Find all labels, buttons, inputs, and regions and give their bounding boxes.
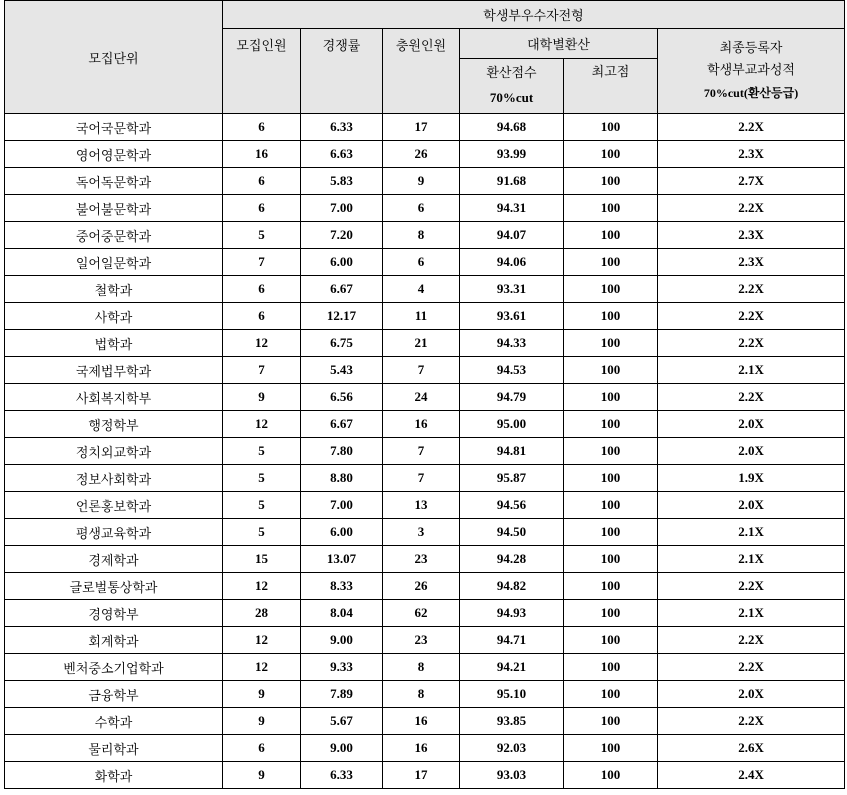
table-row <box>5 546 845 573</box>
dept-cell: 경제학과 <box>5 546 223 573</box>
dept-cell: 영어영문학과 <box>5 141 223 168</box>
waitlist-cell: 8 <box>383 681 460 708</box>
max-cell: 100 <box>564 114 658 141</box>
waitlist-cell: 7 <box>383 465 460 492</box>
grade-cell: 2.0X <box>658 438 845 465</box>
header-waitlist: 충원인원 <box>383 29 460 114</box>
table-row <box>5 222 845 249</box>
quota-cell: 5 <box>223 438 301 465</box>
waitlist-cell: 17 <box>383 114 460 141</box>
max-cell: 100 <box>564 546 658 573</box>
grade-cell: 2.3X <box>658 222 845 249</box>
table-row <box>5 762 845 789</box>
quota-cell: 6 <box>223 303 301 330</box>
dept-cell: 행정학부 <box>5 411 223 438</box>
header-max-score: 최고점 <box>564 59 658 114</box>
ratio-cell: 7.00 <box>301 492 383 519</box>
waitlist-cell: 8 <box>383 654 460 681</box>
score-cell: 94.50 <box>460 519 564 546</box>
quota-cell: 6 <box>223 276 301 303</box>
dept-cell: 회계학과 <box>5 627 223 654</box>
waitlist-cell: 6 <box>383 249 460 276</box>
table-row <box>5 384 845 411</box>
header-final-line1: 최종등록자 <box>719 41 783 56</box>
waitlist-cell: 26 <box>383 141 460 168</box>
max-cell: 100 <box>564 492 658 519</box>
dept-cell: 물리학과 <box>5 735 223 762</box>
table-row <box>5 276 845 303</box>
quota-cell: 7 <box>223 249 301 276</box>
quota-cell: 12 <box>223 654 301 681</box>
quota-cell: 12 <box>223 573 301 600</box>
waitlist-cell: 7 <box>383 357 460 384</box>
score-cell: 92.03 <box>460 735 564 762</box>
grade-cell: 2.2X <box>658 276 845 303</box>
ratio-cell: 5.67 <box>301 708 383 735</box>
waitlist-cell: 16 <box>383 708 460 735</box>
waitlist-cell: 7 <box>383 438 460 465</box>
waitlist-cell: 4 <box>383 276 460 303</box>
table-row <box>5 465 845 492</box>
grade-cell: 2.2X <box>658 114 845 141</box>
max-cell: 100 <box>564 600 658 627</box>
header-final-line3: 70%cut(환산등급) <box>703 86 799 100</box>
dept-cell: 철학과 <box>5 276 223 303</box>
score-cell: 94.33 <box>460 330 564 357</box>
header-cut70: 70%cut <box>489 90 534 105</box>
table-row <box>5 114 845 141</box>
quota-cell: 15 <box>223 546 301 573</box>
ratio-cell: 6.67 <box>301 411 383 438</box>
ratio-cell: 7.80 <box>301 438 383 465</box>
waitlist-cell: 26 <box>383 573 460 600</box>
score-cell: 95.10 <box>460 681 564 708</box>
grade-cell: 2.2X <box>658 627 845 654</box>
dept-cell: 국어국문학과 <box>5 114 223 141</box>
max-cell: 100 <box>564 168 658 195</box>
score-cell: 91.68 <box>460 168 564 195</box>
dept-cell: 사회복지학부 <box>5 384 223 411</box>
quota-cell: 16 <box>223 141 301 168</box>
table-row <box>5 168 845 195</box>
max-cell: 100 <box>564 465 658 492</box>
ratio-cell: 7.20 <box>301 222 383 249</box>
ratio-cell: 8.33 <box>301 573 383 600</box>
dept-cell: 벤처중소기업학과 <box>5 654 223 681</box>
quota-cell: 5 <box>223 222 301 249</box>
table-header <box>5 1 845 114</box>
quota-cell: 5 <box>223 519 301 546</box>
waitlist-cell: 16 <box>383 735 460 762</box>
dept-cell: 독어독문학과 <box>5 168 223 195</box>
header-converted-score-label: 환산점수 <box>486 66 537 81</box>
score-cell: 93.61 <box>460 303 564 330</box>
score-cell: 94.28 <box>460 546 564 573</box>
header-track: 학생부우수자전형 <box>223 1 845 29</box>
max-cell: 100 <box>564 735 658 762</box>
quota-cell: 7 <box>223 357 301 384</box>
ratio-cell: 8.04 <box>301 600 383 627</box>
waitlist-cell: 16 <box>383 411 460 438</box>
score-cell: 94.56 <box>460 492 564 519</box>
ratio-cell: 6.56 <box>301 384 383 411</box>
dept-cell: 금융학부 <box>5 681 223 708</box>
table-row <box>5 357 845 384</box>
quota-cell: 6 <box>223 735 301 762</box>
grade-cell: 2.2X <box>658 708 845 735</box>
grade-cell: 2.0X <box>658 492 845 519</box>
table-row <box>5 249 845 276</box>
waitlist-cell: 6 <box>383 195 460 222</box>
grade-cell: 2.0X <box>658 681 845 708</box>
ratio-cell: 6.33 <box>301 114 383 141</box>
quota-cell: 12 <box>223 411 301 438</box>
grade-cell: 2.2X <box>658 195 845 222</box>
quota-cell: 9 <box>223 681 301 708</box>
dept-cell: 화학과 <box>5 762 223 789</box>
quota-cell: 12 <box>223 330 301 357</box>
max-cell: 100 <box>564 357 658 384</box>
grade-cell: 2.3X <box>658 249 845 276</box>
max-cell: 100 <box>564 519 658 546</box>
ratio-cell: 9.33 <box>301 654 383 681</box>
table-row <box>5 573 845 600</box>
ratio-cell: 9.00 <box>301 627 383 654</box>
table-row <box>5 303 845 330</box>
score-cell: 93.85 <box>460 708 564 735</box>
score-cell: 93.31 <box>460 276 564 303</box>
score-cell: 93.99 <box>460 141 564 168</box>
ratio-cell: 9.00 <box>301 735 383 762</box>
waitlist-cell: 17 <box>383 762 460 789</box>
ratio-cell: 12.17 <box>301 303 383 330</box>
waitlist-cell: 23 <box>383 627 460 654</box>
waitlist-cell: 3 <box>383 519 460 546</box>
header-unit: 모집단위 <box>5 1 223 114</box>
dept-cell: 중어중문학과 <box>5 222 223 249</box>
waitlist-cell: 24 <box>383 384 460 411</box>
dept-cell: 불어불문학과 <box>5 195 223 222</box>
ratio-cell: 5.83 <box>301 168 383 195</box>
admissions-results-table <box>4 0 845 789</box>
waitlist-cell: 11 <box>383 303 460 330</box>
max-cell: 100 <box>564 438 658 465</box>
ratio-cell: 5.43 <box>301 357 383 384</box>
header-competition: 경쟁률 <box>301 29 383 114</box>
max-cell: 100 <box>564 249 658 276</box>
dept-cell: 정보사회학과 <box>5 465 223 492</box>
score-cell: 94.71 <box>460 627 564 654</box>
ratio-cell: 6.63 <box>301 141 383 168</box>
quota-cell: 9 <box>223 384 301 411</box>
quota-cell: 5 <box>223 492 301 519</box>
waitlist-cell: 23 <box>383 546 460 573</box>
grade-cell: 2.2X <box>658 303 845 330</box>
grade-cell: 2.2X <box>658 573 845 600</box>
header-final-grade <box>658 29 845 114</box>
ratio-cell: 6.00 <box>301 519 383 546</box>
ratio-cell: 6.75 <box>301 330 383 357</box>
quota-cell: 9 <box>223 708 301 735</box>
table-body <box>5 114 845 789</box>
quota-cell: 5 <box>223 465 301 492</box>
table-row <box>5 627 845 654</box>
ratio-cell: 7.89 <box>301 681 383 708</box>
grade-cell: 1.9X <box>658 465 845 492</box>
ratio-cell: 6.00 <box>301 249 383 276</box>
table-row <box>5 654 845 681</box>
quota-cell: 9 <box>223 762 301 789</box>
dept-cell: 법학과 <box>5 330 223 357</box>
score-cell: 94.82 <box>460 573 564 600</box>
waitlist-cell: 13 <box>383 492 460 519</box>
score-cell: 95.00 <box>460 411 564 438</box>
grade-cell: 2.0X <box>658 411 845 438</box>
ratio-cell: 8.80 <box>301 465 383 492</box>
score-cell: 94.81 <box>460 438 564 465</box>
ratio-cell: 6.67 <box>301 276 383 303</box>
score-cell: 94.06 <box>460 249 564 276</box>
table-row <box>5 600 845 627</box>
score-cell: 94.79 <box>460 384 564 411</box>
grade-cell: 2.1X <box>658 546 845 573</box>
score-cell: 93.03 <box>460 762 564 789</box>
grade-cell: 2.1X <box>658 600 845 627</box>
dept-cell: 글로벌통상학과 <box>5 573 223 600</box>
dept-cell: 수학과 <box>5 708 223 735</box>
max-cell: 100 <box>564 708 658 735</box>
ratio-cell: 13.07 <box>301 546 383 573</box>
quota-cell: 6 <box>223 114 301 141</box>
grade-cell: 2.1X <box>658 357 845 384</box>
dept-cell: 국제법무학과 <box>5 357 223 384</box>
dept-cell: 언론홍보학과 <box>5 492 223 519</box>
header-final-line2: 학생부교과성적 <box>707 63 795 78</box>
max-cell: 100 <box>564 762 658 789</box>
grade-cell: 2.7X <box>658 168 845 195</box>
header-conversion: 대학별환산 <box>460 29 658 59</box>
table-row <box>5 708 845 735</box>
table-row <box>5 681 845 708</box>
score-cell: 94.31 <box>460 195 564 222</box>
grade-cell: 2.2X <box>658 654 845 681</box>
table-row <box>5 195 845 222</box>
dept-cell: 정치외교학과 <box>5 438 223 465</box>
table-row <box>5 492 845 519</box>
max-cell: 100 <box>564 411 658 438</box>
grade-cell: 2.6X <box>658 735 845 762</box>
dept-cell: 경영학부 <box>5 600 223 627</box>
max-cell: 100 <box>564 195 658 222</box>
grade-cell: 2.4X <box>658 762 845 789</box>
waitlist-cell: 21 <box>383 330 460 357</box>
table-row <box>5 735 845 762</box>
table-row <box>5 519 845 546</box>
header-converted-score <box>460 59 564 114</box>
waitlist-cell: 8 <box>383 222 460 249</box>
table-row <box>5 330 845 357</box>
score-cell: 94.21 <box>460 654 564 681</box>
max-cell: 100 <box>564 681 658 708</box>
score-cell: 94.93 <box>460 600 564 627</box>
max-cell: 100 <box>564 222 658 249</box>
max-cell: 100 <box>564 627 658 654</box>
quota-cell: 6 <box>223 168 301 195</box>
score-cell: 94.07 <box>460 222 564 249</box>
grade-cell: 2.2X <box>658 330 845 357</box>
waitlist-cell: 62 <box>383 600 460 627</box>
ratio-cell: 7.00 <box>301 195 383 222</box>
max-cell: 100 <box>564 303 658 330</box>
waitlist-cell: 9 <box>383 168 460 195</box>
score-cell: 94.53 <box>460 357 564 384</box>
quota-cell: 28 <box>223 600 301 627</box>
table-row <box>5 411 845 438</box>
score-cell: 94.68 <box>460 114 564 141</box>
quota-cell: 12 <box>223 627 301 654</box>
max-cell: 100 <box>564 276 658 303</box>
max-cell: 100 <box>564 654 658 681</box>
max-cell: 100 <box>564 330 658 357</box>
max-cell: 100 <box>564 573 658 600</box>
dept-cell: 평생교육학과 <box>5 519 223 546</box>
quota-cell: 6 <box>223 195 301 222</box>
score-cell: 95.87 <box>460 465 564 492</box>
table-row <box>5 438 845 465</box>
grade-cell: 2.2X <box>658 384 845 411</box>
grade-cell: 2.3X <box>658 141 845 168</box>
header-quota: 모집인원 <box>223 29 301 114</box>
table-row <box>5 141 845 168</box>
dept-cell: 사학과 <box>5 303 223 330</box>
max-cell: 100 <box>564 384 658 411</box>
dept-cell: 일어일문학과 <box>5 249 223 276</box>
grade-cell: 2.1X <box>658 519 845 546</box>
max-cell: 100 <box>564 141 658 168</box>
ratio-cell: 6.33 <box>301 762 383 789</box>
